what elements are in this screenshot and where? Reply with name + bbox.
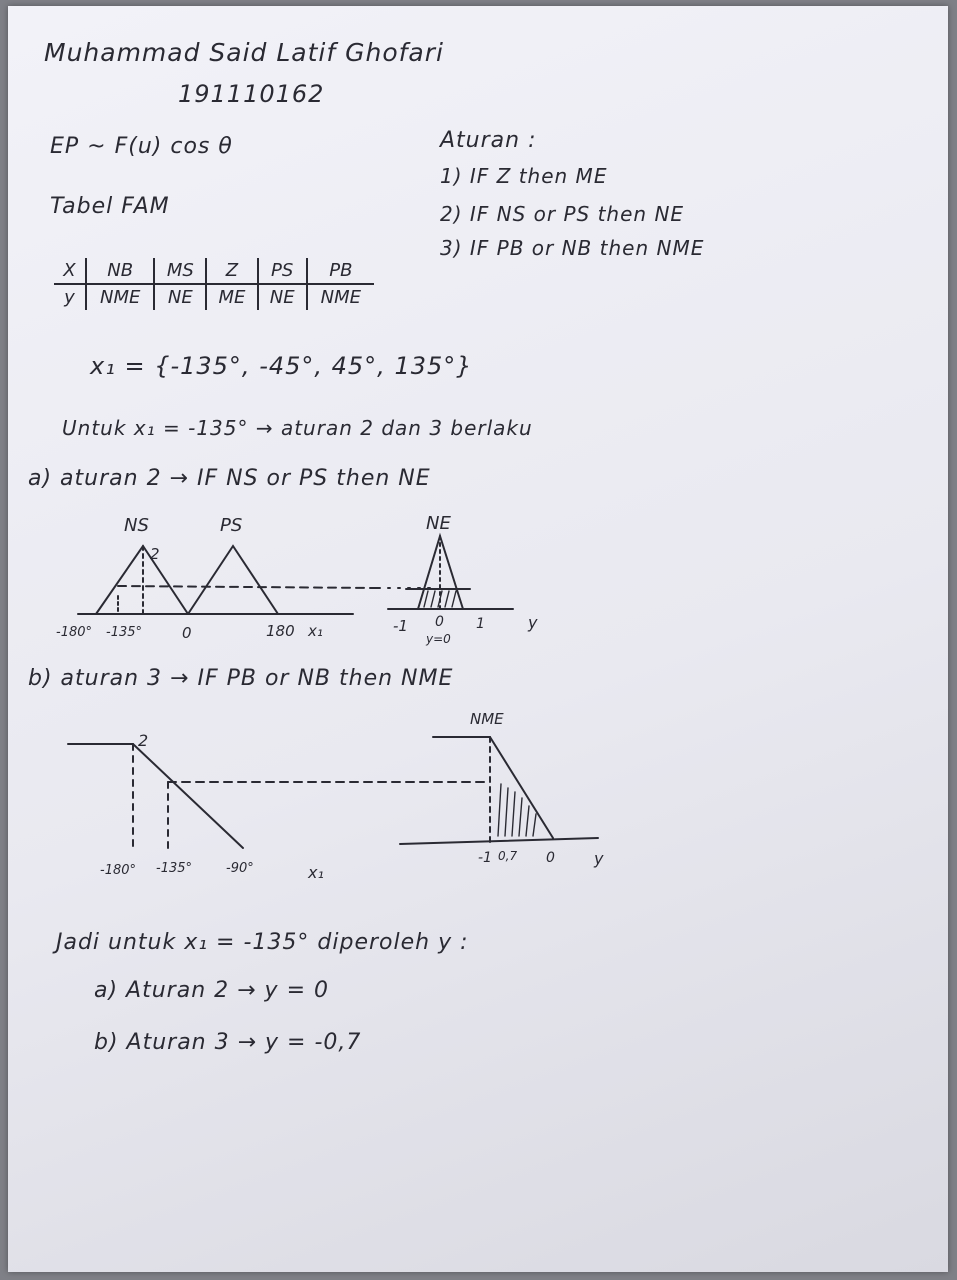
fam-cell: PB xyxy=(307,258,374,284)
label-a-x0: 0 xyxy=(182,624,192,642)
conclusion-b: b) Aturan 3 → y = -0,7 xyxy=(94,1030,362,1055)
a-projection-dash xyxy=(118,586,378,588)
rules-title: Aturan : xyxy=(440,128,537,153)
fam-cell: NE xyxy=(154,284,206,310)
label-ps: PS xyxy=(220,515,243,536)
paper-sheet xyxy=(8,6,948,1272)
fam-cell: MS xyxy=(154,258,206,284)
label-nme: NME xyxy=(470,710,504,728)
label-a-xm135: -135° xyxy=(106,625,143,640)
label-a-y1: 1 xyxy=(476,616,485,632)
label-b-ym07: 0,7 xyxy=(498,849,518,863)
label-b-yaxis: y xyxy=(594,849,604,868)
student-nim: 191110162 xyxy=(178,80,325,108)
label-b-y0: 0 xyxy=(546,850,555,866)
label-b-xm180: -180° xyxy=(100,863,137,878)
label-a-xm180: -180° xyxy=(56,625,93,640)
fam-cell: Z xyxy=(206,258,258,284)
part-b-heading: b) aturan 3 → IF PB or NB then NME xyxy=(28,666,454,691)
conclusion-a: a) Aturan 2 → y = 0 xyxy=(94,978,329,1003)
nb-slope xyxy=(133,744,243,848)
label-a-y0: 0 xyxy=(435,614,444,630)
label-a-two: 2 xyxy=(150,545,160,563)
label-b-ym1: -1 xyxy=(478,850,492,866)
label-b-two: 2 xyxy=(138,731,149,750)
student-name: Muhammad Said Latif Ghofari xyxy=(44,38,444,67)
label-a-x1: x₁ xyxy=(308,622,323,640)
ps-triangle xyxy=(188,546,278,614)
rule-2: 2) IF NS or PS then NE xyxy=(440,202,685,226)
formula: EP ~ F(u) cos θ xyxy=(50,134,233,159)
label-ne: NE xyxy=(426,513,451,534)
fam-title: Tabel FAM xyxy=(50,194,170,219)
label-ns: NS xyxy=(124,515,149,536)
rule-1: 1) IF Z then ME xyxy=(440,164,608,188)
fam-cell: PS xyxy=(258,258,307,284)
fam-cell: NME xyxy=(307,284,374,310)
fam-cell: NE xyxy=(258,284,307,310)
label-b-xm90: -90° xyxy=(226,861,254,876)
fam-cell: X xyxy=(54,258,86,284)
rule-3: 3) IF PB or NB then NME xyxy=(440,236,705,260)
part-a-heading: a) aturan 2 → IF NS or PS then NE xyxy=(28,466,431,491)
label-a-ym1: -1 xyxy=(393,617,408,635)
fam-cell: NB xyxy=(86,258,155,284)
untuk-line: Untuk x₁ = -135° → aturan 2 dan 3 berlaku xyxy=(62,416,533,440)
label-a-yeq0: y=0 xyxy=(426,632,451,646)
b-y-axis xyxy=(400,838,598,844)
label-a-yaxis: y xyxy=(528,613,538,632)
conclusion-heading: Jadi untuk x₁ = -135° diperoleh y : xyxy=(56,930,469,955)
fam-cell: y xyxy=(64,287,75,308)
label-a-x180: 180 xyxy=(266,622,295,640)
label-b-x1: x₁ xyxy=(308,863,324,882)
label-b-xm135: -135° xyxy=(156,861,193,876)
fam-cell: NME xyxy=(86,284,155,310)
sketch-layer xyxy=(8,6,948,1272)
x1-set: x₁ = {-135°, -45°, 45°, 135°} xyxy=(90,352,473,380)
fam-cell: ME xyxy=(206,284,258,310)
nme-hatch xyxy=(498,784,536,836)
